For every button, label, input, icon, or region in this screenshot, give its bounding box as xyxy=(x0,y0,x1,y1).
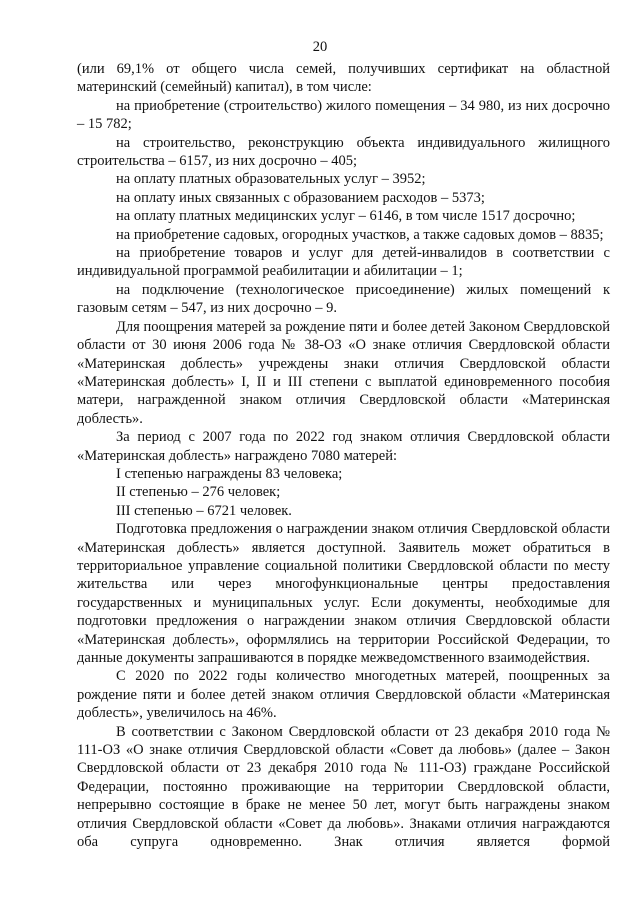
list-item-education-services: на оплату платных образовательных услуг – 3952; xyxy=(116,171,426,188)
paragraph-maternal-valor-law: Для поощрения матерей за рождение пяти и более детей Законом Свердловской области от 30 июня 2006 года № 38-ОЗ «О знаке отличия Свердловской области «Материнская доблесть» учреждены знаки отличия Свердловской области «Материнская доблесть» I, II и III степени с выплатой единовременного пособия матери, награжденной знаком отличия Свердловской области «Материнская доблесть». xyxy=(77,318,610,427)
list-item-education-expenses: на оплату иных связанных с образованием расходов – 5373; xyxy=(116,189,485,206)
paragraph-awarded-mothers: За период с 2007 года по 2022 год знаком отличия Свердловской области «Материнская доблесть» награждено 7080 матерей: xyxy=(77,429,610,464)
list-item-degree-2: II степенью – 276 человек; xyxy=(116,484,281,501)
list-item-garden-plots: на приобретение садовых, огородных участков, а также садовых домов – 8835; xyxy=(116,226,604,243)
list-item-degree-3: III степенью – 6721 человек. xyxy=(116,502,292,519)
list-item-degree-1: I степенью награждены 83 человека; xyxy=(116,465,343,482)
list-item-housing-construction: на строительство, реконструкцию объекта индивидуального жилищного строительства – 6157, из них досрочно – 405; xyxy=(77,134,610,170)
list-item-gas-connection: на подключение (технологическое присоединение) жилых помещений к газовым сетям – 547, из них досрочно – 9. xyxy=(77,281,610,317)
paragraph-advice-and-love-law: В соответствии с Законом Свердловской области от 23 декабря 2010 года № 111-ОЗ «О знаке отличия Свердловской области «Совет да любовь» (далее – Закон Свердловской области от 23 декабря 2010 года № 111-ОЗ) граждане Российской Федерации, постоянно проживающие на территории Свердловской области, непрерывно состоящие в браке не менее 50 лет, могут быть награждены знаком отличия Свердловской области «Совет да любовь». Знаками отличия награждаются оба супруга одновременно. Знак отличия является формой xyxy=(77,723,610,851)
list-item-disabled-children: на приобретение товаров и услуг для детей-инвалидов в соответствии с индивидуальной программой реабилитации и абилитации – 1; xyxy=(77,245,610,280)
paragraph-application-procedure: Подготовка предложения о награждении знаком отличия Свердловской области «Материнская доблесть» является доступной. Заявитель может обратиться в территориальное управление социальной политики Свердловской области по месту жительства или через многофункциональные центры предоставления государственных и муниципальных услуг. Если документы, необходимые для подготовки предложения о награждении знаком отличия Свердловской области «Материнская доблесть», оформлялись на территории Российской Федерации, то данные документы запрашиваются в порядке межведомственного взаимодействия. xyxy=(77,521,610,666)
list-item-housing-purchase: на приобретение (строительство) жилого помещения – 34 980, из них досрочно – 15 782; xyxy=(77,97,610,133)
document-body xyxy=(77,60,610,851)
list-item-medical-services: на оплату платных медицинских услуг – 6146, в том числе 1517 досрочно; xyxy=(116,208,576,225)
paragraph-growth-2020-2022: С 2020 по 2022 годы количество многодетных матерей, поощренных за рождение пяти и более детей знаком отличия Свердловской области «Материнская доблесть», увеличилось на 46%. xyxy=(77,668,610,722)
paragraph-family-share: (или 69,1% от общего числа семей, получивших сертификат на областной материнский (семейный) капитал), в том числе: xyxy=(77,61,610,96)
page-number: 20 xyxy=(312,39,328,55)
